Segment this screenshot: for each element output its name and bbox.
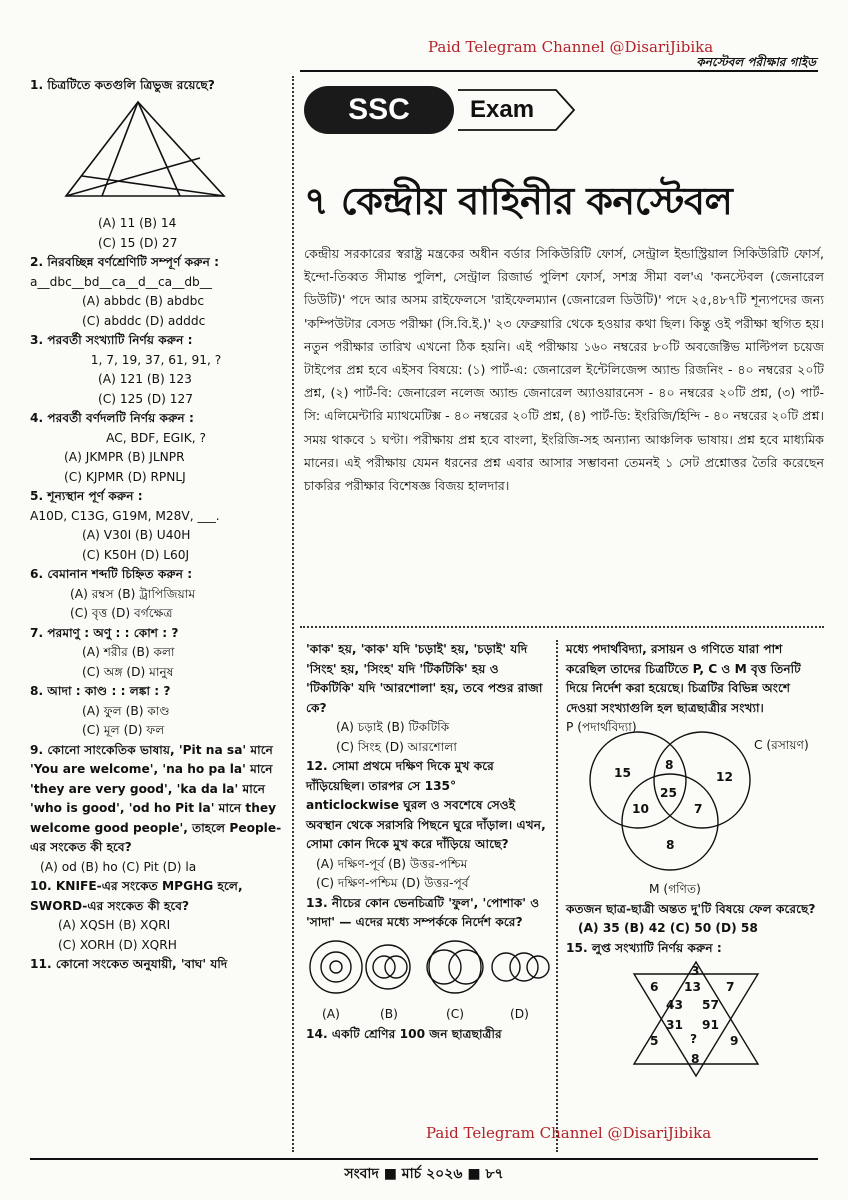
q1-options-2: (C) 15 (D) 27 [98,235,178,250]
q3-options-1: (A) 121 (B) 123 [98,372,192,386]
star-value-8: 91 [702,1018,719,1032]
venn-value-c-only: 12 [716,770,733,784]
q8-text: 8. আদা : কাণ্ড : : লঙ্কা : ? [30,684,171,698]
q5-text: 5. শূন্যস্থান পূর্ণ করুন : [30,489,143,503]
q5-options-1: (A) V30I (B) U40H [82,528,191,542]
q14-continued: মধ্যে পদার্থবিদ্যা, রসায়ন ও গণিতে যারা পাশ করেছিল তাদের চিত্রটিতে P, C ও M বৃত্ত তিনটি দিয়ে নির্দেশ করা হয়েছে। চিত্রটির বিভিন্ন অংশে দেওয়া সংখ্যাগুলি হল ছাত্রছাত্রীর সংখ্যা। [566,642,801,715]
ssc-badge: SSC [304,86,454,134]
q2-text: 2. নিরবচ্ছিন্ন বর্ণশ্রেণিটি সম্পূর্ণ করুন : [30,255,220,269]
q4-options-1: (A) JKMPR (B) JLNPR [64,450,185,464]
q13-label-b: (B) [380,1007,398,1021]
middle-column [306,640,550,1045]
star-value-12: 8 [691,1052,700,1066]
q1-text: 1. চিত্রটিতে কতগুলি ত্রিভুজ রয়েছে? [30,78,215,92]
column-separator-right [556,640,558,1152]
q5-series: A10D, C13G, G19M, M28V, ___. [30,508,220,523]
q6-options-2: (C) বৃত্ত (D) বর্গক্ষেত্র [70,606,173,620]
venn-label-c: C (রসায়ণ) [754,738,809,752]
star-value-10: ? [690,1032,698,1046]
q13-label-c: (C) [446,1007,465,1021]
q8-options-1: (A) ফুল (B) কাণ্ড [82,703,170,718]
q10-options-2: (C) XORH (D) XQRH [58,937,177,952]
q14-text: 14. একটি শ্রেণির 100 জন ছাত্রছাত্রীর [306,1027,502,1041]
watermark-top: Paid Telegram Channel @DisariJibika [428,38,714,56]
watermark-bottom: Paid Telegram Channel @DisariJibika [426,1124,712,1142]
q13-label-d: (D) [510,1007,529,1021]
q14-venn-diagram [566,718,824,886]
star-value-11: 9 [730,1034,739,1048]
q11-options-2: (C) সিংহ (D) আরশোলা [336,739,457,754]
intro-paragraph: কেন্দ্রীয় সরকারের স্বরাষ্ট্র মন্ত্রকের অধীন বর্ডার সিকিউরিটি ফোর্স, সেন্ট্রাল ইন্ডাস্ট্রিয়াল সিকিউরিটি ফোর্স, ইন্দো-তিব্বত সীমান্ত পুলিশ, সেন্ট্রাল রিজার্ভ পুলিশ ফোর্স, সশস্ত্র সীমা বল'এ 'কনস্টেবল (জেনারেল ডিউটি)' পদে আর অসম রাইফেলসে 'রাইফেলম্যান (জেনারেল ডিউটি)' পদে ২৫,৪৮৭টি শূন্যপদের জন্য 'কম্পিউটার বেসড পরীক্ষা (সি.বি.ই.)' ২৩ ফেব্রুয়ারি থেকে হওয়ার কথা ছিল। কিন্তু ওই পরীক্ষা স্থগিত হয়। নতুন পরীক্ষার তারিখ এখনো ঠিক হয়নি। এই পরীক্ষায় ১৬০ নম্বরের ৮০টি অবজেক্টিভ মাল্টিপল চয়েজ টাইপের প্রশ্ন হবে এইসব বিষয়ে: (১) পার্ট-এ: জেনারেল ইন্টেলিজেন্স অ্যান্ড রিজনিং - ৪০ নম্বরের ২০টি প্রশ্ন, (২) পার্ট-বি: জেনারেল নলেজ অ্যান্ড জেনারেল অ্যাওয়ারনেস - ৪০ নম্বরের ২০টি প্রশ্ন, (৩) পার্ট-সি: এলিমেন্টারি ম্যাথমেটিক্স - ৪০ নম্বরের ২০টি প্রশ্ন, (৪) পার্ট-ডি: ইংরিজি/হিন্দি - ৪০ নম্বরের ২০টি প্রশ্ন। সময় থাকবে ১ ঘণ্টা। পরীক্ষায় প্রশ্ন হবে বাংলা, ইংরিজি-সহ অন্যান্য আঞ্চলিক ভাষায়। প্রশ্ন হবে মাধ্যমিক মানের। এই পরীক্ষায় যেমন ধরনের প্রশ্ন এবার আসার সম্ভাবনা তেমনই ১ সেট প্রশ্নোত্তর তৈরি করেছেন চাকরির পরীক্ষার বিশেষজ্ঞ বিজয় হালদার। [304,246,824,494]
venn-value-pm: 10 [632,802,649,816]
q11-options-1: (A) চড়াই (B) টিকটিকি [336,720,450,734]
star-value-6: 57 [702,998,719,1012]
q6-text: 6. বেমানান শব্দটি চিহ্নিত করুন : [30,567,193,581]
q8-options-2: (C) মূল (D) ফল [82,723,165,737]
star-value-9: 5 [650,1034,659,1048]
q12-text: 12. সোমা প্রথমে দক্ষিণ দিকে মুখ করে দাঁড়িয়েছিল। তারপর সে 135° anticlockwise ঘুরল ও সবশেষে সেওই অবস্থান থেকে সরাসরি পিছনে ঘুরে দাঁড়াল। এখন, সোমা কোন দিকে মুখ করে দাঁড়িয়ে আছে? [306,759,546,851]
q12-options-1: (A) দক্ষিণ-পূর্ব (B) উত্তর-পশ্চিম [316,856,468,871]
q15-text: 15. লুপ্ত সংখ্যাটি নির্ণয় করুন : [566,940,722,955]
right-column [566,640,824,1078]
q2-options-2: (C) abddc (D) adddc [82,313,206,328]
q3-text: 3. পরবর্তী সংখ্যাটি নির্ণয় করুন : [30,333,193,347]
venn-value-pc: 8 [665,758,674,772]
q13-text: 13. নীচের কোন ভেনচিত্রটি 'ফুল', 'পোশাক' ও 'সাদা' — এদের মধ্যে সম্পর্ককে নির্দেশ করে? [306,895,540,929]
q1-triangle-figure [30,96,282,208]
star-value-7: 31 [666,1018,683,1032]
star-value-4: 7 [726,980,735,994]
q7-options-1: (A) শরীর (B) কলা [82,645,175,659]
venn-label-m: M (গণিত) [649,882,701,896]
star-value-1: 3 [691,964,700,978]
q7-text: 7. পরমাণু : অণু : : কোশ : ? [30,625,179,640]
q4-options-2: (C) KJPMR (D) RPNLJ [64,469,186,484]
left-column [30,76,282,975]
page-footer: সংবাদ ■ মার্চ ২০২৬ ■ ৮৭ [344,1166,504,1182]
venn-label-p: P (পদার্থবিদ্যা) [566,720,637,734]
star-value-5: 43 [666,998,683,1012]
q3-options-2: (C) 125 (D) 127 [98,391,194,406]
q4-series: AC, BDF, EGIK, ? [106,430,206,445]
q9-options: (A) od (B) ho (C) Pit (D) la [40,859,197,874]
exam-tag [456,86,576,134]
q4-text: 4. পরবর্তী বর্ণদলটি নির্ণয় করুন : [30,411,194,425]
star-value-3: 13 [684,980,701,994]
page-headline: ৭ কেন্দ্রীয় বাহিনীর কনস্টেবল [304,179,733,223]
venn-value-p-only: 15 [614,766,631,780]
venn-value-pcm: 25 [660,786,677,800]
q5-options-2: (C) K50H (D) L60J [82,547,190,562]
q11-continued: 'কাক' হয়, 'কাক' যদি 'চড়াই' হয়, 'চড়াই' যদি 'সিংহ' হয়, 'সিংহ' যদি 'টিকটিকি' হয় ও 'টিকটিকি' যদি 'আরশোলা' হয়, তবে পশুর রাজা কে? [306,642,543,715]
footer-rule [30,1158,818,1160]
q3-series: 1, 7, 19, 37, 61, 91, ? [90,352,222,367]
venn-value-cm: 7 [694,802,703,816]
q7-options-2: (C) অঙ্গ (D) মানুষ [82,664,174,679]
header-guide-title: কনস্টেবল পরীক্ষার গাইড [696,55,816,69]
header-rule [300,70,818,72]
q2-series: a__dbc__bd__ca__d__ca__db__ [30,274,212,289]
q13-venn-options-figure [306,933,550,999]
column-separator-left [292,76,294,1152]
q11-text: 11. কোনো সংকেত অনুযায়ী, 'বাঘ' যদি [30,957,228,971]
q15-star-figure [566,958,824,1078]
exam-label: Exam [470,96,535,123]
q1-options-1: (A) 11 (B) 14 [98,216,177,230]
star-value-2: 6 [650,980,659,994]
q12-options-2: (C) দক্ষিণ-পশ্চিম (D) উত্তর-পূর্ব [316,876,469,890]
q10-text: 10. KNIFE-এর সংকেত MPGHG হলে, SWORD-এর সংকেত কী হবে? [30,879,243,913]
q10-options-1: (A) XQSH (B) XQRI [58,918,171,932]
venn-value-m-only: 8 [666,838,675,852]
q9-text: 9. কোনো সাংকেতিক ভাষায়, 'Pit na sa' মানে 'You are welcome', 'na ho pa la' মানে 'they are very good', 'ka da la' মানে 'who is good', 'od ho Pit la' মানে they welcome good people', তাহলে People-এর সংকেত কী হবে? [30,742,282,854]
q14-question: কতজন ছাত্র-ছাত্রী অন্তত দু'টি বিষয়ে ফেল করেছে? [566,901,816,916]
q2-options-1: (A) abbdc (B) abdbc [82,294,205,308]
q6-options-1: (A) রম্বস (B) ট্রাপিজিয়াম [70,586,196,601]
q14-options: (A) 35 (B) 42 (C) 50 (D) 58 [578,921,758,935]
q13-label-a: (A) [322,1007,340,1021]
intro-separator [300,626,824,628]
